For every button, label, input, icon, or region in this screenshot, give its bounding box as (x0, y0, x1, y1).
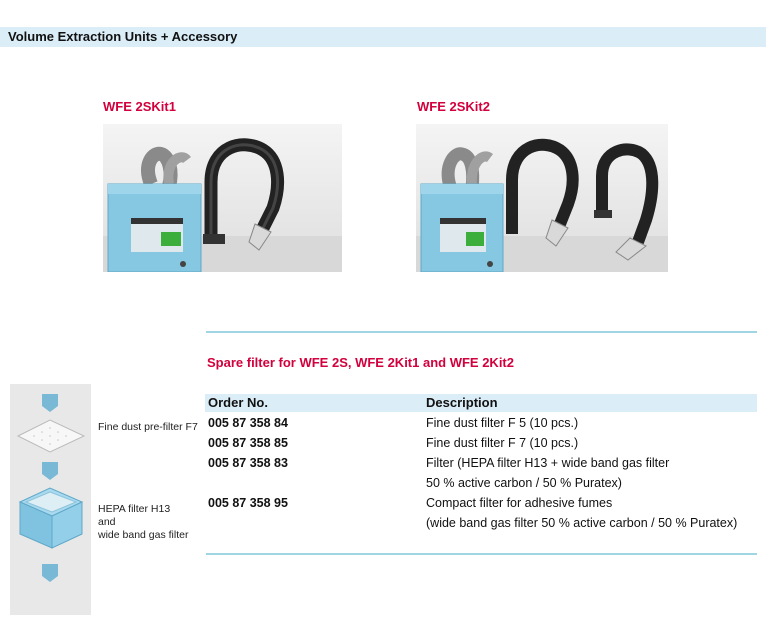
table-row-description: Filter (HEPA filter H13 + wide band gas filter (426, 456, 670, 470)
table-row-order: 005 87 358 84 (208, 416, 288, 430)
column-header-description: Description (426, 395, 498, 410)
header-bar (0, 27, 766, 47)
table-row-order: 005 87 358 85 (208, 436, 288, 450)
section-divider-top (206, 331, 757, 333)
product-label-kit2: WFE 2SKit2 (417, 99, 490, 114)
section-divider-bottom (206, 553, 757, 555)
hepa-label-line1: HEPA filter H13 (98, 503, 171, 515)
table-row-order: 005 87 358 83 (208, 456, 288, 470)
product-image-kit2 (416, 124, 668, 272)
hepa-label-line3: wide band gas filter (98, 529, 189, 541)
table-row-description: Fine dust filter F 7 (10 pcs.) (426, 436, 579, 450)
column-header-order: Order No. (208, 395, 268, 410)
table-row-description-cont: (wide band gas filter 50 % active carbon / 50 % Puratex) (426, 516, 738, 530)
arrow-down-icon (42, 394, 58, 412)
filter-diagram (10, 384, 91, 615)
page-title: Volume Extraction Units + Accessory (8, 29, 238, 44)
product-label-kit1: WFE 2SKit1 (103, 99, 176, 114)
hepa-label-line2: and (98, 516, 116, 528)
product-image-kit1 (103, 124, 342, 272)
table-row-order: 005 87 358 95 (208, 496, 288, 510)
table-row-description: Compact filter for adhesive fumes (426, 496, 613, 510)
arrow-down-icon (42, 462, 58, 480)
table-row-description-cont: 50 % active carbon / 50 % Puratex) (426, 476, 622, 490)
table-row-description: Fine dust filter F 5 (10 pcs.) (426, 416, 579, 430)
prefilter-label: Fine dust pre-filter F7 (98, 421, 198, 433)
spare-filter-title: Spare filter for WFE 2S, WFE 2Kit1 and WFE 2Kit2 (207, 355, 514, 370)
table-header (205, 394, 757, 412)
arrow-down-icon (42, 564, 58, 582)
